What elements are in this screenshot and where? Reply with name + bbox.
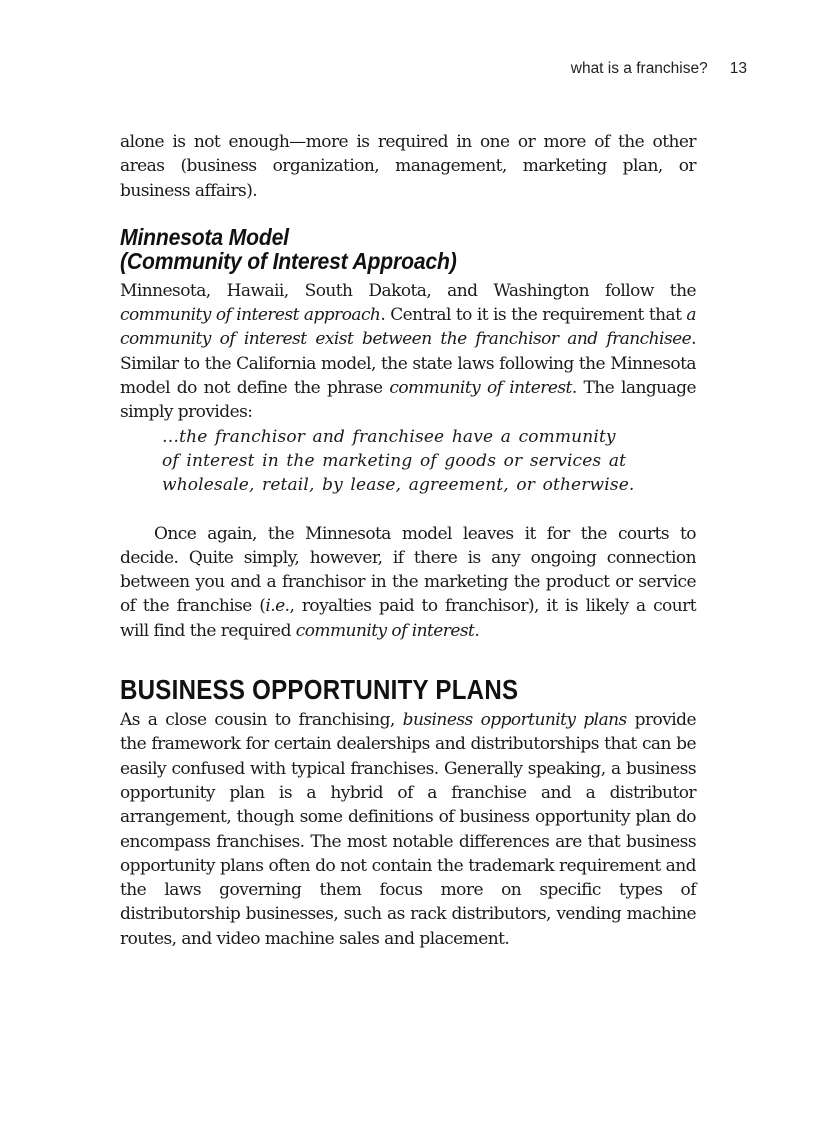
courts-text-4: community of interest (295, 620, 475, 641)
minnesota-text-3: . Central to it is the requirement that (380, 305, 687, 326)
minnesota-text-5: . Similar to the California model, the state laws following the Minnesota model do not define the phrase (120, 329, 696, 399)
quote-line-3: wholesale, retail, by lease, agreement, or otherwise. (162, 475, 635, 496)
minnesota-heading-line-2: (Community of Interest Approach) (120, 247, 457, 274)
minnesota-text-7: . The language simply provides: (120, 378, 696, 423)
minnesota-text-4: a community of interest exist between the franchisor and franchisee (120, 305, 696, 350)
bop-text-1: As a close cousin to franchising, (120, 710, 403, 731)
courts-text-3: , royalties paid to franchisor), it is likely a court will find the required (120, 596, 696, 641)
business-opportunity-heading: BUSINESS OPPORTUNITY PLANS (120, 674, 519, 706)
business-opportunity-paragraph (120, 708, 696, 951)
minnesota-text-1: Minnesota, Hawaii, South Dakota, and Washington follow the (120, 280, 696, 301)
bop-text-3: provide the framework for certain dealerships and distributorships that can be easily confused with typical franchises. Generally speaking, a business opportunity plan is a hybrid of a franchise and a distributor arrangement, though some definitions of business opportunity plan do encompass franchises. The most notable differences are that business opportunity plans often do not contain the trademark requirement and the laws governing them focus more on specific types of distributorship businesses, such as rack distributors, vending machine routes, and video machine sales and placement. (120, 710, 696, 949)
courts-text-5: . (474, 620, 480, 641)
spacer (120, 498, 696, 522)
courts-text-1: Once again, the Minnesota model leaves it for the courts to decide. Quite simply, however, if there is any ongoing connection between you and a franchisor in the marketing the product or service of the franchise ( (120, 523, 696, 617)
running-head-title: what is a franchise? (570, 60, 708, 77)
minnesota-heading-line-1: Minnesota Model (120, 223, 289, 250)
minnesota-model-heading (120, 225, 650, 273)
minnesota-text-2: community of interest approach (120, 305, 381, 326)
quote-line-1: …the franchisor and franchisee have a community (162, 426, 616, 447)
courts-text-2: i.e. (265, 596, 290, 617)
intro-paragraph: alone is not enough—more is required in one or more of the other areas (business organization, management, marketing plan, or business affairs). (120, 132, 696, 201)
page-number: 13 (729, 60, 747, 77)
quote-line-2: of interest in the marketing of goods or services at (162, 450, 627, 471)
courts-paragraph (120, 522, 696, 643)
minnesota-paragraph (120, 279, 696, 425)
block-quote (162, 425, 696, 498)
bop-text-2: business opportunity plans (402, 710, 627, 731)
running-head (571, 60, 747, 78)
minnesota-text-6: community of interest (389, 378, 572, 399)
body-text (120, 130, 696, 951)
